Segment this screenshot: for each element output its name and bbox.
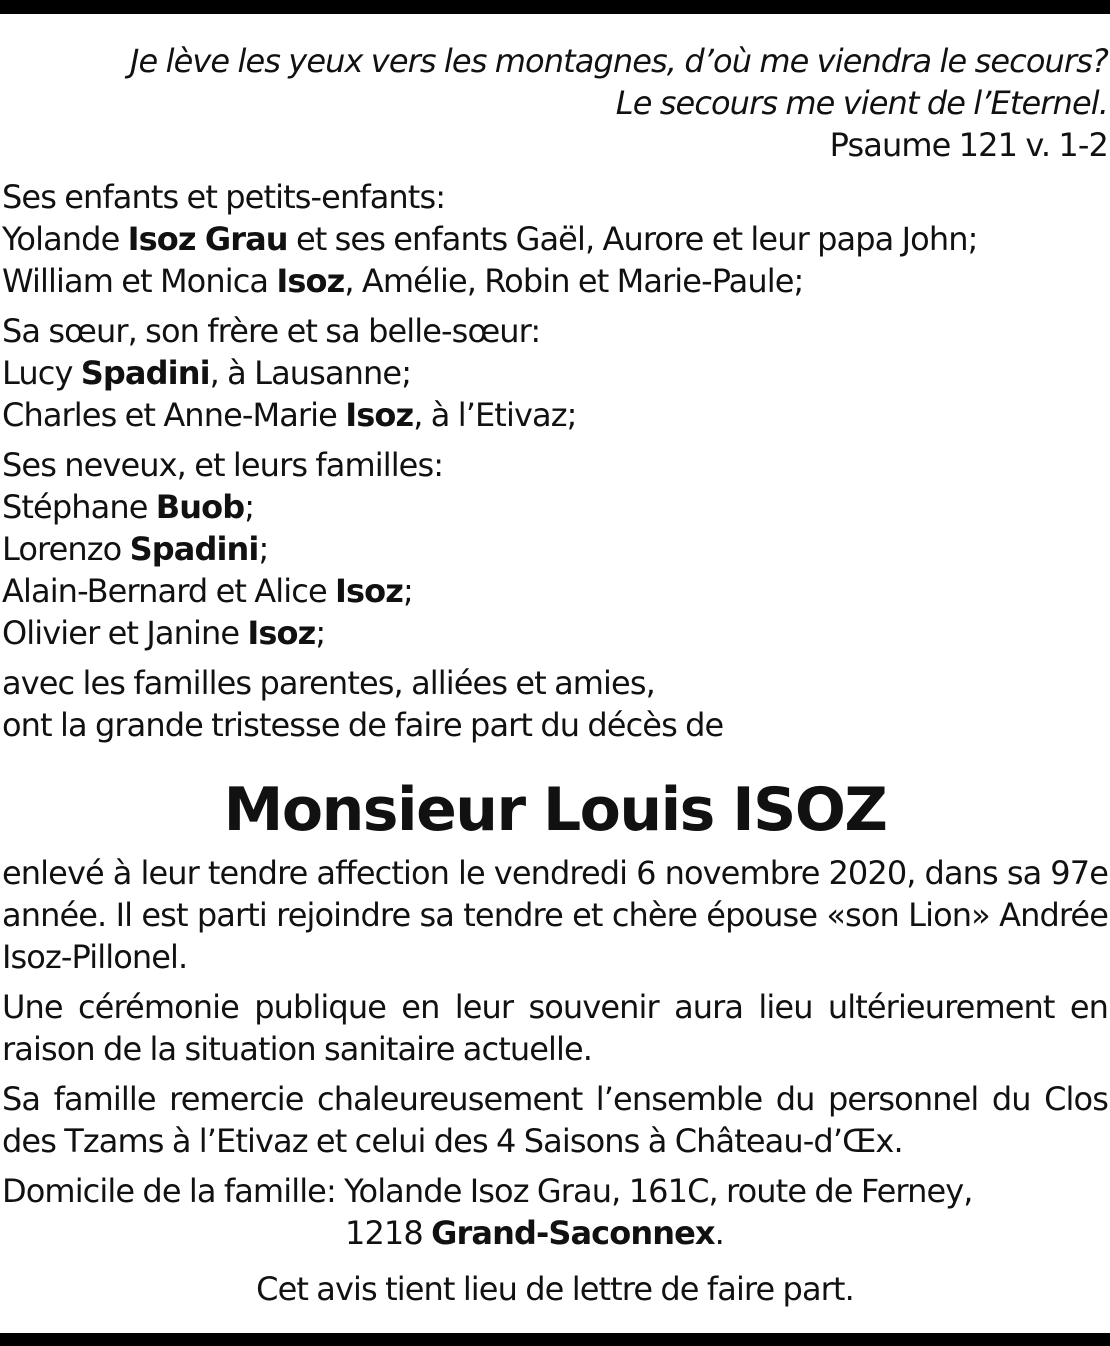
ceremony-paragraph: Une cérémonie publique en leur souvenir aura lieu ultérieurement en raison de la situation sanitaire actuelle. [2,988,1108,1068]
family-entry: Charles et Anne-Marie Isoz, à l’Etivaz; [2,396,577,434]
domicile-line-1: Domicile de la famille: Yolande Isoz Grau, 161C, route de Ferney, [2,1172,973,1210]
top-border-rule [0,0,1110,14]
obituary-notice [2,40,1108,1342]
family-surname: Isoz [335,572,403,610]
deceased-name: Monsieur Louis ISOZ [223,775,887,845]
domicile-line-2: 1218 Grand-Saconnex. [345,1214,724,1252]
bottom-border-rule [0,1333,1110,1346]
announcement-line-2: ont la grande tristesse de faire part du décès de [2,706,724,744]
family-surname: Isoz Grau [127,220,288,258]
psalm-verse [2,40,1108,166]
family-domicile [2,1170,1108,1254]
family-entry: Alain-Bernard et Alice Isoz; [2,572,413,610]
family-surname: Spadini [80,354,210,392]
family-entry: Olivier et Janine Isoz; [2,614,326,652]
siblings-group [2,310,1108,436]
closing-note: Cet avis tient lieu de lettre de faire part. [256,1270,854,1308]
verse-line-2: Le secours me vient de l’Eternel. [615,84,1108,122]
family-entry: Stéphane Buob; [2,488,255,526]
family-entry: Lorenzo Spadini; [2,530,269,568]
family-surname: Isoz [276,262,345,300]
family-surname: Buob [155,488,245,526]
family-entry: Lucy Spadini, à Lausanne; [2,354,412,392]
nephews-group [2,444,1108,654]
announcement [2,662,1108,746]
children-group [2,176,1108,302]
verse-reference: Psaume 121 v. 1-2 [829,126,1108,164]
children-heading: Ses enfants et petits-enfants: [2,178,446,216]
family-surname: Isoz [247,614,316,652]
family-surname: Isoz [345,396,414,434]
verse-line-1: Je lève les yeux vers les montagnes, d’où me viendra le secours? [129,42,1108,80]
nephews-heading: Ses neveux, et leurs familles: [2,446,444,484]
death-paragraph: enlevé à leur tendre affection le vendredi 6 novembre 2020, dans sa 97e année. Il est parti rejoindre sa tendre et chère épouse «son Lion» Andrée Isoz-Pillonel. [2,854,1108,976]
siblings-heading: Sa sœur, son frère et sa belle-sœur: [2,312,541,350]
domicile-city: Grand-Saconnex [431,1214,715,1252]
family-surname: Spadini [129,530,259,568]
announcement-line-1: avec les familles parentes, alliées et amies, [2,664,655,702]
family-entry: William et Monica Isoz, Amélie, Robin et Marie-Paule; [2,262,804,300]
family-entry: Yolande Isoz Grau et ses enfants Gaël, Aurore et leur papa John; [2,220,978,258]
thanks-paragraph: Sa famille remercie chaleureusement l’ensemble du personnel du Clos des Tzams à l’Etivaz et celui des 4 Saisons à Château-d’Œx. [2,1080,1108,1160]
